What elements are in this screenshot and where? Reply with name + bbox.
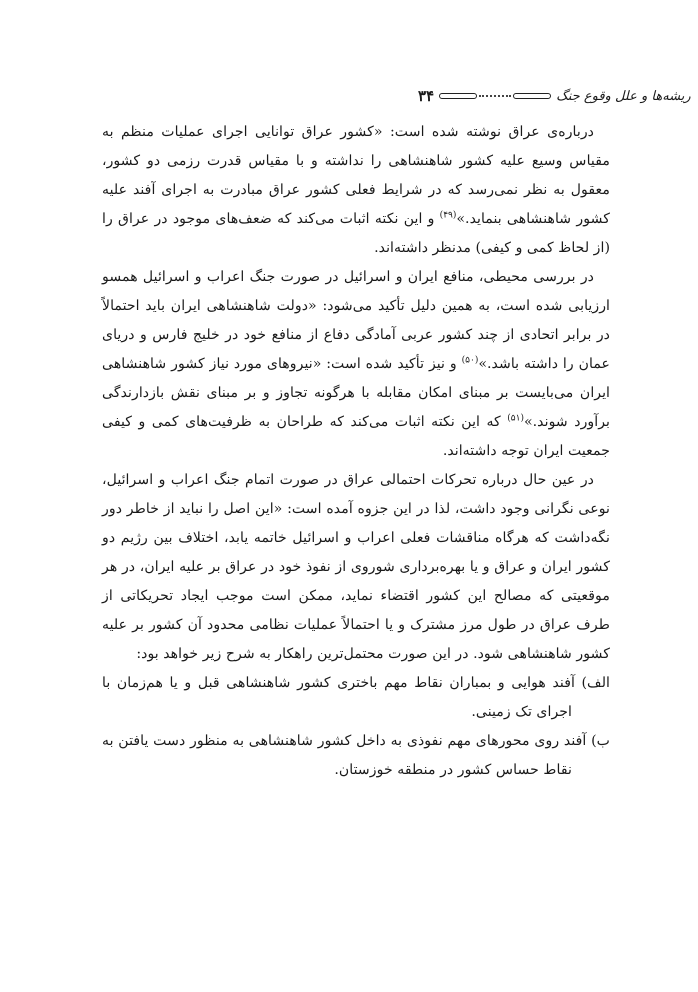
running-header [418,84,691,108]
running-header-title: ریشه‌ها و علل وقوع جنگ [556,88,691,104]
list-item-alef: الف) آفند هوایی و بمباران نقاط مهم باختری کشور شاهنشاهی قبل و یا هم‌زمان با اجرای تک زمینی. [102,675,610,720]
paragraph-3: در عین حال درباره تحرکات احتمالی عراق در صورت اتمام جنگ اعراب و اسرائیل، نوعی نگرانی وجود داشت، لذا در این جزوه آمده است: «این اصل را نباید از خاطر دور نگه‌داشت که هرگاه مناقشات فعلی اعراب و اسرائیل خاتمه یابد، اختلاف بین رژیم دو کشور ایران و عراق و یا بهره‌برداری شوروی از نفوذ خود در عراق بر علیه ایران، در هر موقعیتی که مصالح این کشور اقتضاء نماید، ممکن است موجب ایجاد تحریکاتی از طرف عراق در طول مرز مشترک و یا احتمالاً عملیات نظامی محدود آن کشور بر علیه کشور شاهنشاهی شود. در این صورت محتمل‌ترین راهکار به شرح زیر خواهد بود: [102,472,610,662]
page-number: ۳۴ [418,87,435,105]
paragraph-1: درباره‌ی عراق نوشته شده است: «کشور عراق توانایی اجرای عملیات منظم به مقیاس وسیع علیه کشور شاهنشاهی را نداشته و با مقیاس قدرت رزمی دو کشور، معقول به نظر نمی‌رسد که در شرایط فعلی کشور عراق مبادرت به اجرای آفند علیه کشور شاهنشاهی بنماید.»$^{(۴۹)}$ و این نکته اثبات می‌کند که ضعف‌های موجود در عراق را (از لحاظ کمی و کیفی) مدنظر داشته‌اند. [102,124,610,256]
paragraph-2: در بررسی محیطی، منافع ایران و اسرائیل در صورت جنگ اعراب و اسرائیل همسو ارزیابی شده است، به همین دلیل تأکید می‌شود: «دولت شاهنشاهی ایران باید احتمالاً در برابر اتحادی از چند کشور عربی آمادگی دفاع از منافع خود در خلیج فارس و دریای عمان را داشته باشد.»$^{(۵۰)}$ و نیز تأکید شده است: «نیروهای مورد نیاز کشور شاهنشاهی ایران می‌بایست بر مبنای امکان مقابله با هرگونه تجاوز و بر مبنای نقش بازدارندگی برآورد شوند.»$^{(۵۱)}$ که این نکته اثبات می‌کند که طراحان به ظرفیت‌های کمی و کیفی جمعیت ایران توجه داشته‌اند. [102,269,611,459]
list-item-be: ب) آفند روی محورهای مهم نفوذی به داخل کشور شاهنشاهی به منظور دست یافتن به نقاط حساس کشور در منطقه خوزستان. [102,733,610,778]
footnote-ref-50: (۵۰) [461,355,479,366]
header-ornament-rule [439,93,551,99]
footnote-ref-51: (۵۱) [507,413,524,424]
footnote-ref-49: (۴۹) [439,210,457,221]
body-text [102,118,610,785]
